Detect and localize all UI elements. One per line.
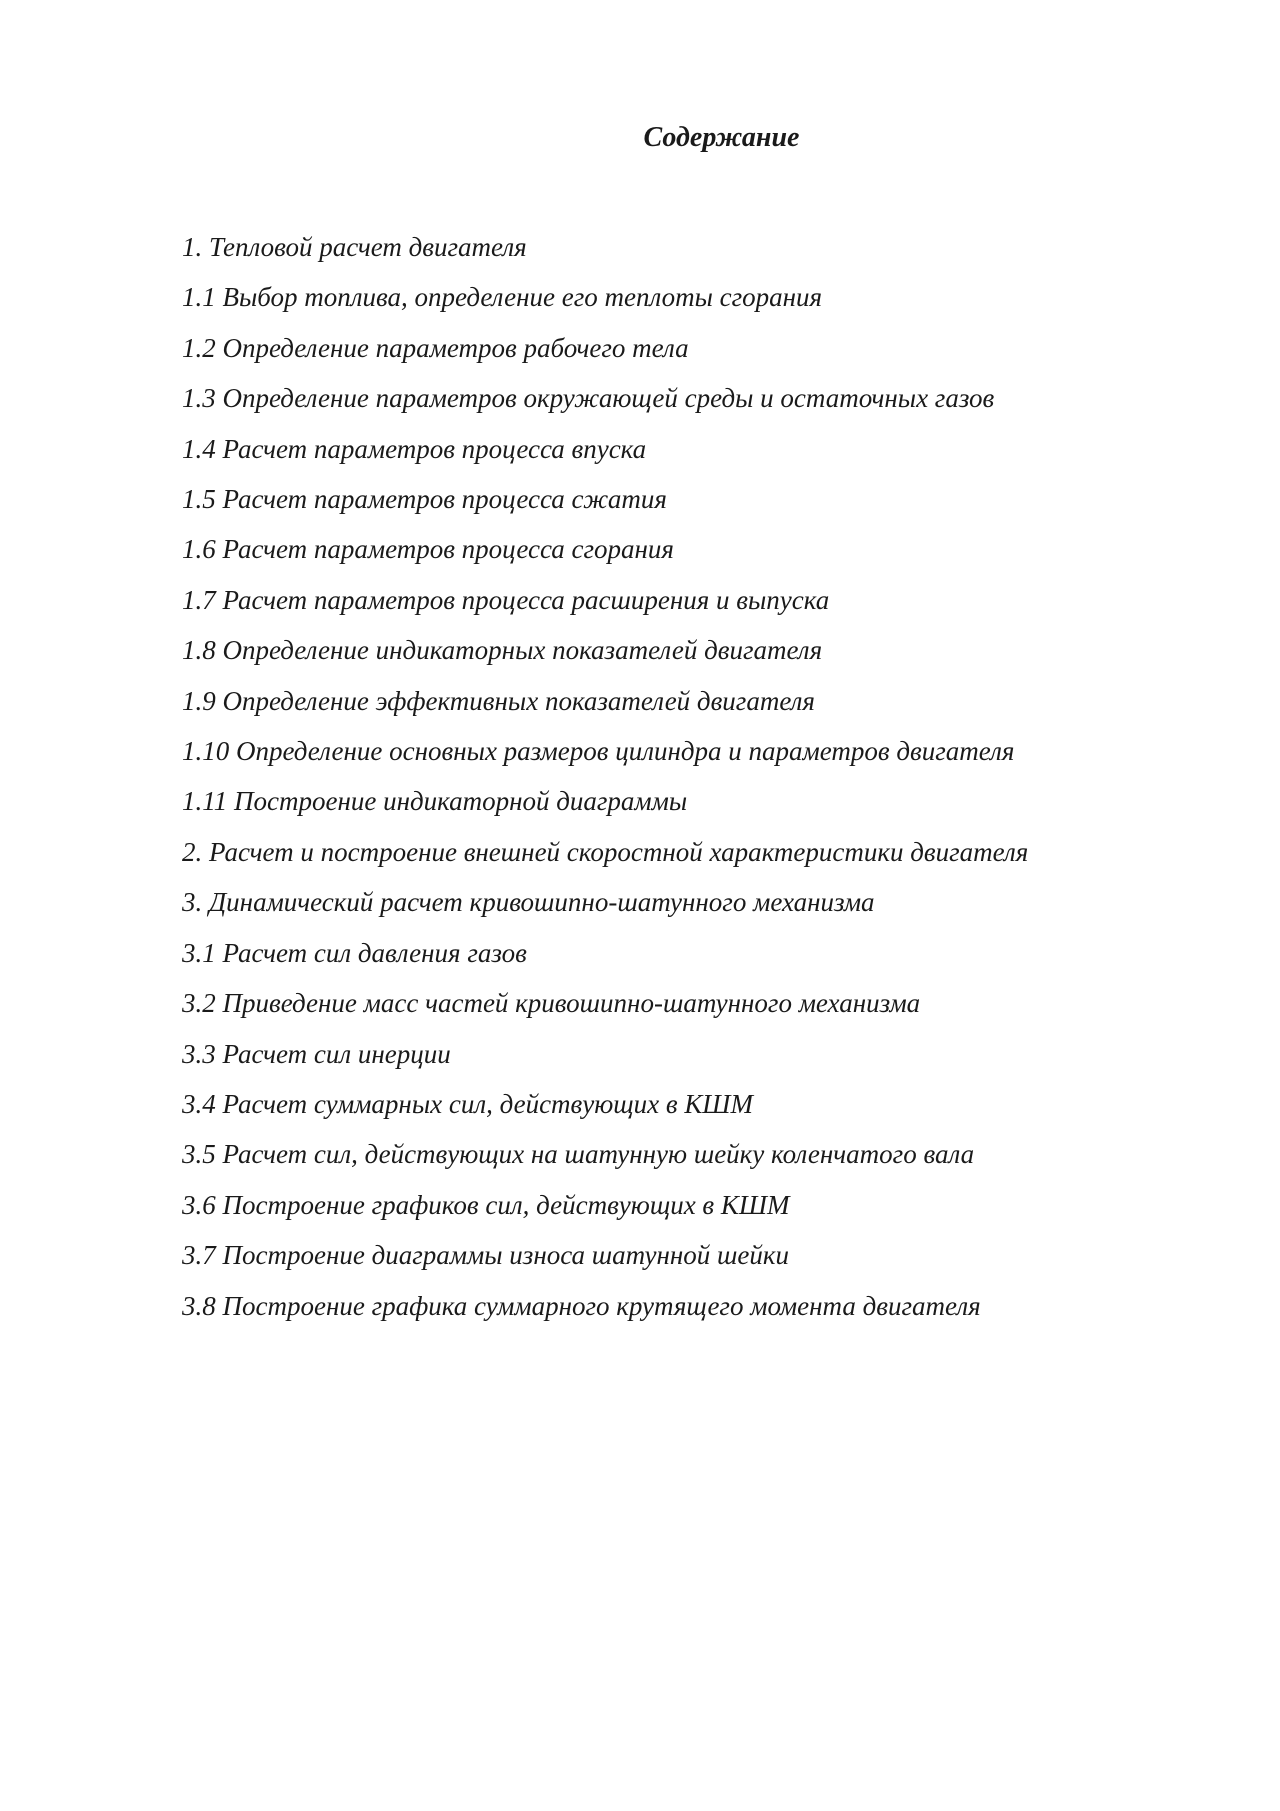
toc-item: 1.9 Определение эффективных показателей двигателя bbox=[182, 685, 815, 716]
toc-item: 1.10 Определение основных размеров цилиндра и параметров двигателя bbox=[182, 736, 1015, 767]
toc-item: 3.4 Расчет суммарных сил, действующих в КШМ bbox=[182, 1088, 753, 1119]
toc-item: 3.6 Построение графиков сил, действующих в КШМ bbox=[182, 1189, 790, 1220]
toc-item: 3. Динамический расчет кривошипно-шатунного механизма bbox=[182, 887, 875, 918]
toc-item: 1.1 Выбор топлива, определение его теплоты сгорания bbox=[182, 282, 823, 313]
toc-item: 1.6 Расчет параметров процесса сгорания bbox=[182, 534, 674, 565]
toc-item: 3.7 Построение диаграммы износа шатунной шейки bbox=[182, 1240, 789, 1271]
toc-item: 1.3 Определение параметров окружающей среды и остаточных газов bbox=[182, 383, 995, 414]
table-of-contents bbox=[182, 222, 1222, 1331]
toc-item: 1.7 Расчет параметров процесса расширения и выпуска bbox=[182, 584, 830, 615]
toc-item: 1.8 Определение индикаторных показателей двигателя bbox=[182, 635, 823, 666]
toc-item: 3.1 Расчет сил давления газов bbox=[182, 937, 527, 968]
toc-item: 1.11 Построение индикаторной диаграммы bbox=[182, 786, 688, 817]
toc-item: 1.5 Расчет параметров процесса сжатия bbox=[182, 484, 667, 515]
toc-item: 1.4 Расчет параметров процесса впуска bbox=[182, 433, 647, 464]
toc-item: 2. Расчет и построение внешней скоростной характеристики двигателя bbox=[182, 836, 1029, 867]
toc-item: 3.8 Построение графика суммарного крутящего момента двигателя bbox=[182, 1290, 981, 1321]
toc-item: 3.2 Приведение масс частей кривошипно-шатунного механизма bbox=[182, 988, 921, 1019]
toc-item: 1. Тепловой расчет двигателя bbox=[182, 232, 527, 262]
toc-item: 1.2 Определение параметров рабочего тела bbox=[182, 332, 689, 363]
toc-item: 3.5 Расчет сил, действующих на шатунную шейку коленчатого вала bbox=[182, 1139, 975, 1170]
toc-item: 3.3 Расчет сил инерции bbox=[182, 1038, 451, 1069]
page-title: Содержание bbox=[643, 122, 800, 153]
